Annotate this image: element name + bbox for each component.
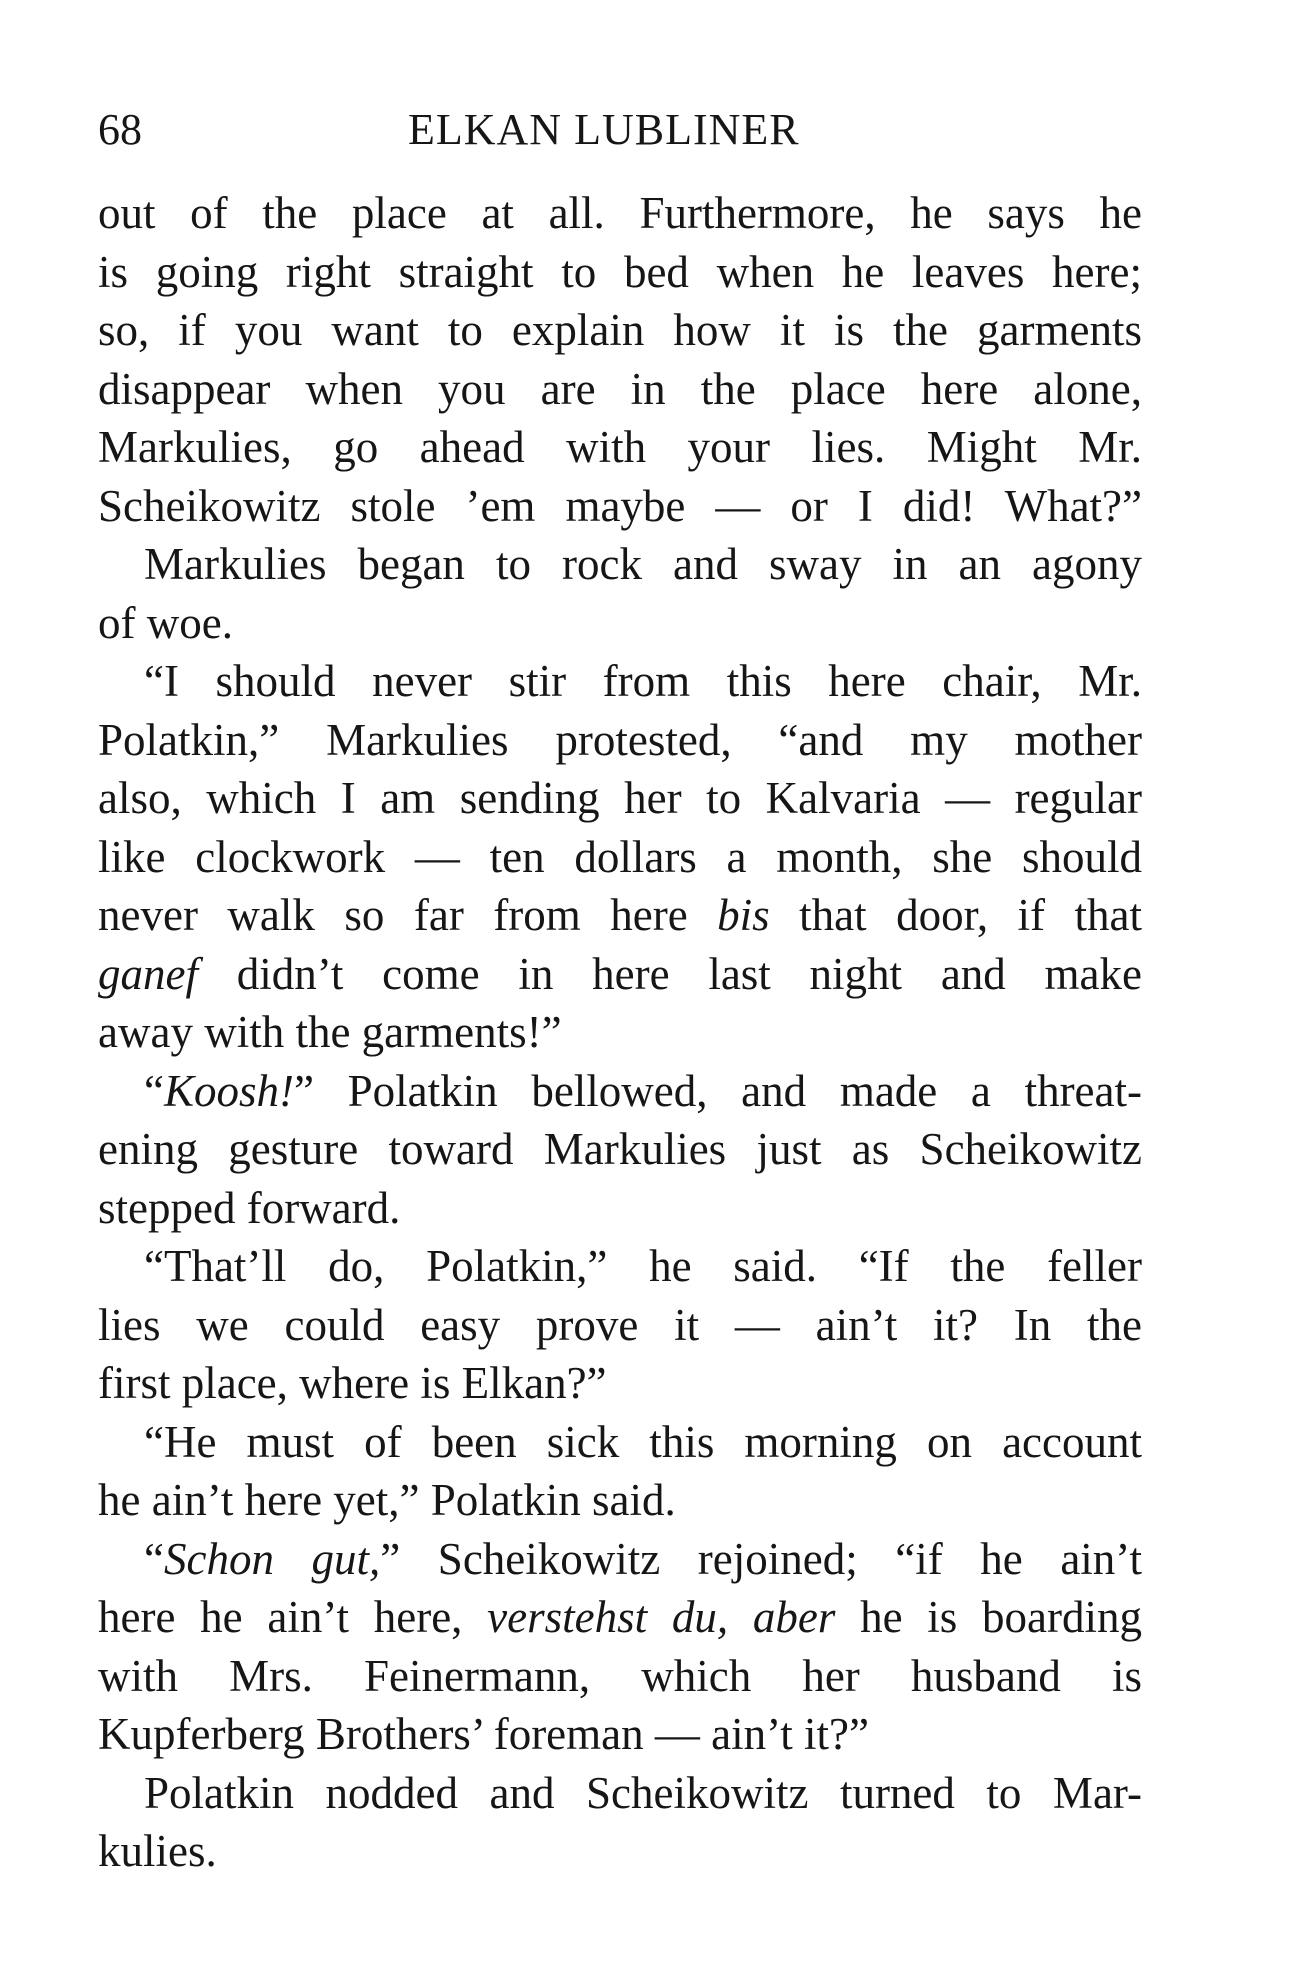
paragraph-end-line: he ain’t here yet,” Polatkin said. <box>98 1475 676 1525</box>
paragraph-start-line: Polatkin nodded and Scheikowitz turned to Mar- <box>144 1767 1142 1818</box>
paragraph-start-line: “I should never stir from this here chair, Mr. <box>144 656 1142 706</box>
running-title: ELKAN LUBLINER <box>408 105 800 154</box>
text-line: is going right straight to bed when he leaves here; <box>98 246 1142 297</box>
italic-word: ganef <box>98 948 198 999</box>
text-line: out of the place at all. Furthermore, he says he <box>98 188 1142 238</box>
text-line: here he ain’t here, verstehst du, aber he is boarding <box>98 1592 1142 1642</box>
paragraph-end-line: first place, where is Elkan?” <box>98 1358 607 1408</box>
paragraph-end-line: Kupferberg Brothers’ foreman — ain’t it?” <box>98 1709 869 1759</box>
paragraph-start-line: “Schon gut,” Scheikowitz rejoined; “if he ain’t <box>144 1533 1142 1584</box>
text-line: disappear when you are in the place here alone, <box>98 363 1142 414</box>
italic-word: Schon gut, <box>163 1533 381 1584</box>
text-line: like clockwork — ten dollars a month, she should <box>98 831 1142 882</box>
paragraph-start-line: Markulies began to rock and sway in an agony <box>144 539 1142 589</box>
text-line: lies we could easy prove it — ain’t it? In the <box>98 1299 1142 1350</box>
text-line: so, if you want to explain how it is the garments <box>98 305 1142 355</box>
paragraph-start-line: “That’ll do, Polatkin,” he said. “If the feller <box>144 1241 1142 1291</box>
paragraph-end-line: away with the garments!” <box>98 1007 562 1057</box>
paragraph-end-line: stepped forward. <box>98 1182 401 1233</box>
text-line: ening gesture toward Markulies just as Scheikowitz <box>98 1124 1142 1174</box>
paragraph-start-line: “He must of been sick this morning on account <box>144 1416 1142 1467</box>
text-line: also, which I am sending her to Kalvaria — regular <box>98 773 1142 823</box>
italic-word: bis <box>717 890 770 940</box>
text-line: ganef didn’t come in here last night and make <box>98 948 1142 999</box>
text-line: Markulies, go ahead with your lies. Might Mr. <box>98 422 1142 472</box>
page-number: 68 <box>98 105 142 154</box>
italic-word: Koosh! <box>163 1065 294 1116</box>
body-text <box>98 184 1142 1881</box>
text-line: with Mrs. Feinermann, which her husband is <box>98 1650 1142 1701</box>
paragraph-end-line: of woe. <box>98 597 233 648</box>
text-line: never walk so far from here bis that door, if that <box>98 890 1142 940</box>
page-header <box>98 100 1142 160</box>
text-line: Scheikowitz stole ’em maybe — or I did! What?” <box>98 480 1142 531</box>
paragraph-end-line: kulies. <box>98 1826 217 1876</box>
text-line: Polatkin,” Markulies protested, “and my mother <box>98 714 1142 765</box>
italic-word: verstehst du, aber <box>487 1592 836 1642</box>
paragraph-start-line: “Koosh!” Polatkin bellowed, and made a threat- <box>144 1065 1142 1116</box>
